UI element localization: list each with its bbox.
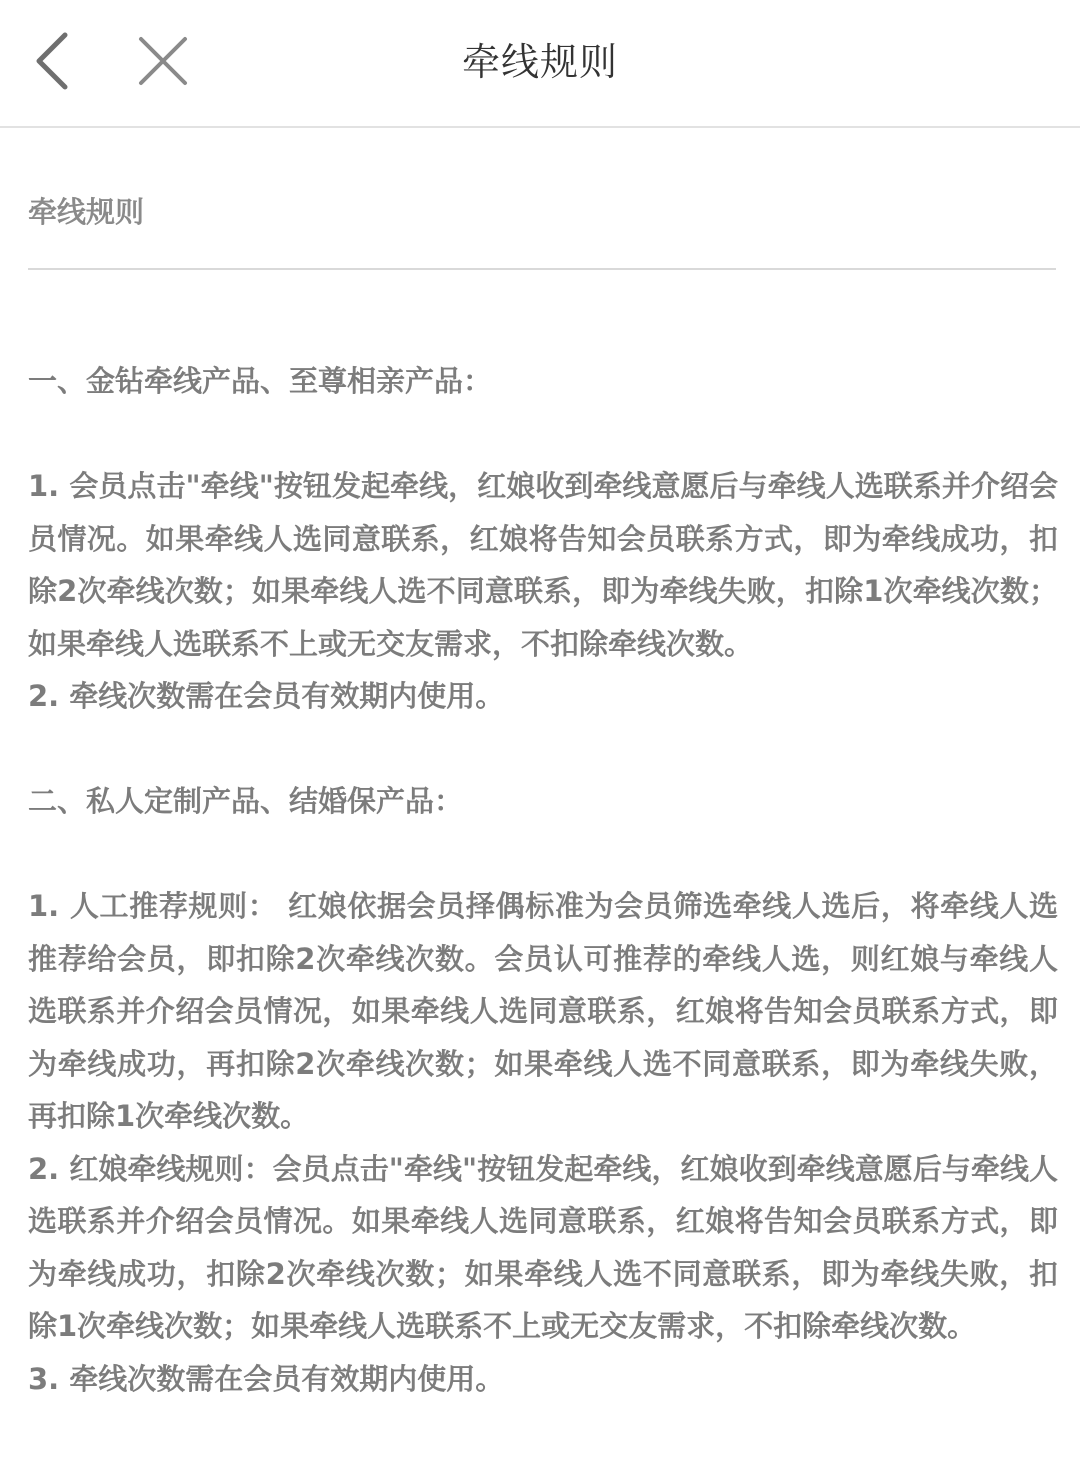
spacer xyxy=(28,723,1058,776)
rule-item-1-1: 1. 会员点击"牵线"按钮发起牵线，红娘收到牵线意愿后与牵线人选联系并介绍会员情况。如果牵线人选同意联系，红娘将告知会员联系方式，即为牵线成功，扣除2次牵线次数；如果牵线人选不同意联系，即为牵线失败，扣除1次牵线次数；如果牵线人选联系不上或无交友需求，不扣除牵线次数。 xyxy=(28,469,1058,661)
spacer xyxy=(28,828,1058,881)
document-title: 牵线规则 xyxy=(28,128,1056,270)
rule-item-1-2: 2. 牵线次数需在会员有效期内使用。 xyxy=(28,679,505,713)
spacer xyxy=(28,408,1058,461)
top-navigation-bar xyxy=(0,0,1080,128)
section-heading-2: 二、私人定制产品、结婚保产品： xyxy=(28,784,464,818)
rule-item-2-1: 1. 人工推荐规则： 红娘依据会员择偶标准为会员筛选牵线人选后，将牵线人选推荐给会员，即扣除2次牵线次数。会员认可推荐的牵线人选，则红娘与牵线人选联系并介绍会员情况，如果牵线人选同意联系，红娘将告知会员联系方式，即为牵线成功，再扣除2次牵线次数；如果牵线人选不同意联系，即为牵线失败，再扣除1次牵线次数。 xyxy=(28,889,1058,1133)
rule-item-2-3: 3. 牵线次数需在会员有效期内使用。 xyxy=(28,1361,505,1396)
page-title: 牵线规则 xyxy=(461,40,618,84)
rule-item-2-2: 2. 红娘牵线规则：会员点击"牵线"按钮发起牵线，红娘收到牵线意愿后与牵线人选联系并介绍会员情况。如果牵线人选同意联系，红娘将告知会员联系方式，即为牵线成功，扣除2次牵线次数；如果牵线人选不同意联系，即为牵线失败，扣除1次牵线次数；如果牵线人选联系不上或无交友需求，不扣除牵线次数。 xyxy=(28,1151,1058,1343)
rules-content xyxy=(0,128,1080,1405)
section-heading-1: 一、金钻牵线产品、至尊相亲产品： xyxy=(28,364,493,398)
rules-body xyxy=(28,270,1058,1405)
